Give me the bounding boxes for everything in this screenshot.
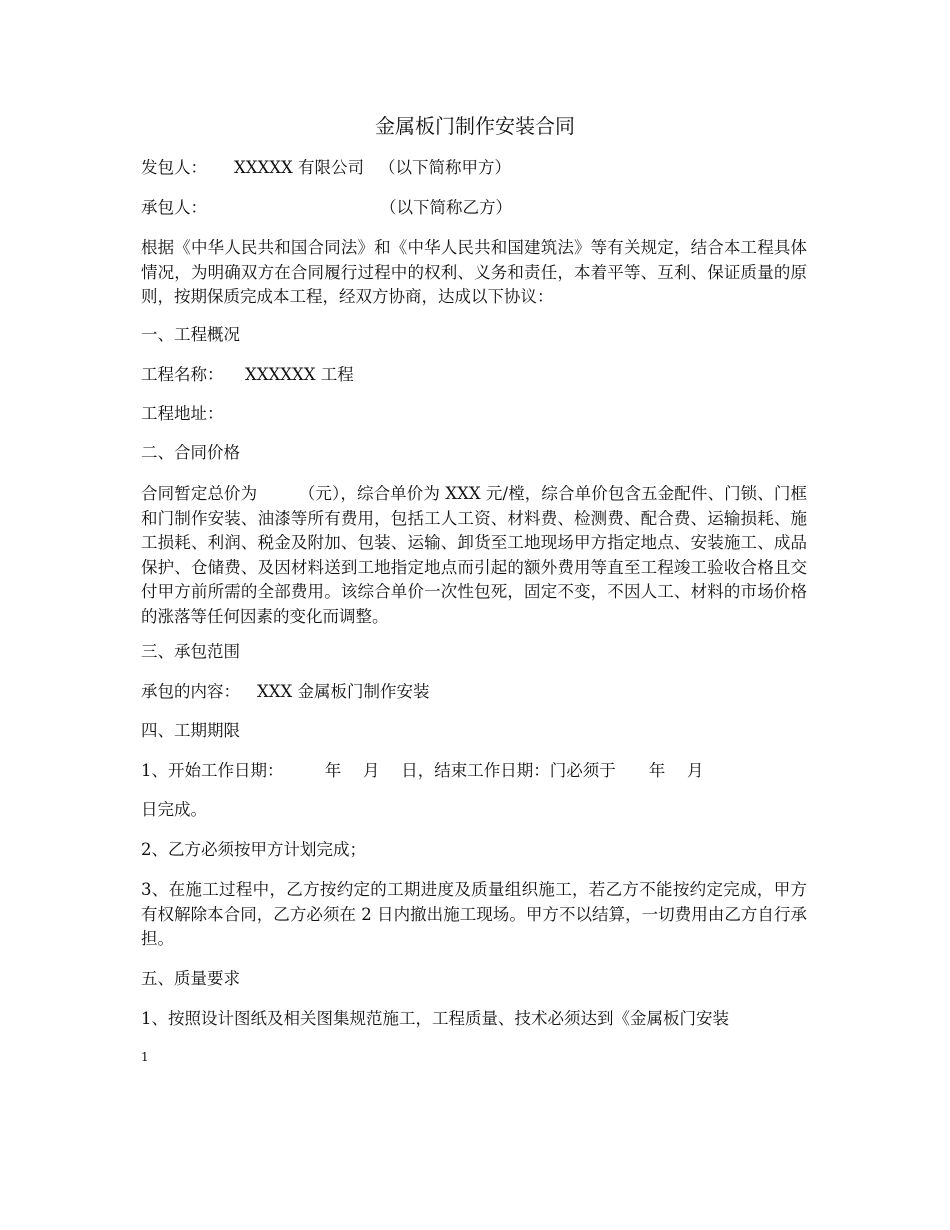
project-name-label: 工程名称：: [141, 365, 224, 384]
schedule-item-3: 3、在施工过程中，乙方按约定的工期进度及质量组织施工，若乙方不能按约定完成，甲方有权解除本合同，乙方必须在 2 日内撤出施工现场。甲方不以结算，一切费用由乙方自行承担。: [141, 880, 807, 948]
page-number: 1: [141, 1050, 149, 1064]
party-a-company: XXXXX 有限公司: [234, 158, 364, 177]
scope-value: XXX 金属板门制作安装: [257, 682, 430, 701]
price-paragraph: 合同暂定总价为 （元），综合单价为 XXX 元/樘，综合单价包含五金配件、门锁、门框和门制作安装、油漆等所有费用，包括工人工资、材料费、检测费、配合费、运输损耗、施工损耗、利润、税金及附加、包装、运输、卸货至工地现场甲方指定地点、安装施工、成品保护、仓储费、及因材料送到工地指定地点而引起的额外费用等直至工程竣工验收合格且交付甲方前所需的全部费用。该综合单价一次性包死，固定不变，不因人工、材料的市场价格的涨落等任何因素的变化而调整。: [141, 484, 807, 626]
schedule-item-1: 1、开始工作日期： 年 月 日，结束工作日期：门必须于 年 月: [141, 761, 704, 780]
document-title: 金属板门制作安装合同: [375, 114, 575, 138]
section-heading-scope: 三、承包范围: [141, 642, 240, 661]
party-a-label: 发包人：: [141, 158, 207, 177]
section-heading-price: 二、合同价格: [141, 443, 240, 462]
project-address-label: 工程地址：: [141, 404, 224, 423]
section-heading-overview: 一、工程概况: [141, 325, 240, 344]
party-b-alias: （以下简称乙方）: [380, 198, 512, 217]
project-name-value: XXXXXX 工程: [245, 365, 354, 384]
quality-item-1: 1、按照设计图纸及相关图集规范施工，工程质量、技术必须达到《金属板门安装: [141, 1009, 729, 1028]
party-b-label: 承包人：: [141, 198, 207, 217]
section-heading-schedule: 四、工期期限: [141, 721, 240, 740]
schedule-item-1-continued: 日完成。: [141, 800, 207, 819]
scope-label: 承包的内容：: [141, 682, 240, 701]
schedule-item-2: 2、乙方必须按甲方计划完成；: [141, 840, 366, 859]
party-a-alias: （以下简称甲方）: [379, 158, 511, 177]
preamble-paragraph: 根据《中华人民共和国合同法》和《中华人民共和国建筑法》等有关规定，结合本工程具体情况，为明确双方在合同履行过程中的权利、义务和责任，本着平等、互利、保证质量的原则，按期保质完成本工程，经双方协商，达成以下协议：: [141, 238, 807, 306]
section-heading-quality: 五、质量要求: [141, 969, 240, 988]
